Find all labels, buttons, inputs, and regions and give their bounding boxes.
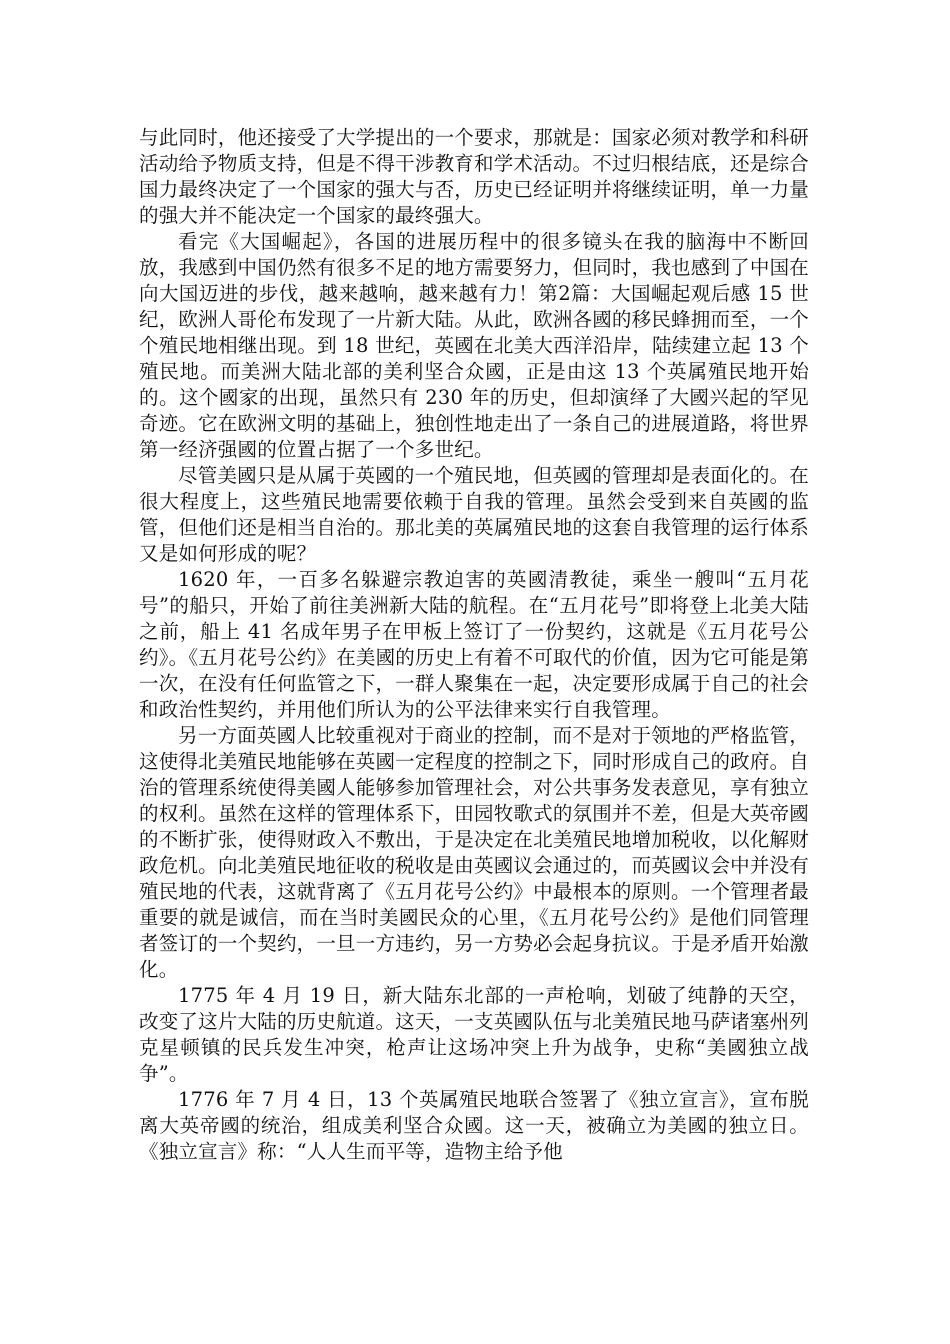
paragraph-4: 1620 年，一百多名躲避宗教迫害的英國清教徒，乘坐一艘叫“五月花号”的船只，开始了前往美洲新大陆的航程。在“五月花号”即将登上北美大陆之前，船上 41 名成年男子在甲板上签订了一份契约，这就是《五月花号公约》。《五月花号公约》在美國的历史上有着不可取代的价值，因为它可能是第一次，在没有任何监管之下，一群人聚集在一起，决定要形成属于自己的社会和政治性契约，并用他们所认为的公平法律来实行自我管理。 [139, 568, 810, 721]
paragraph-2: 看完《大国崛起》，各国的进展历程中的很多镜头在我的脑海中不断回放，我感到中国仍然有很多不足的地方需要努力，但同时，我也感到了中国在向大国迈进的步伐，越来越响，越来越有力！第2篇：大国崛起观后感 15 世纪，欧洲人哥伦布发现了一片新大陆。从此，欧洲各國的移民蜂拥而至，一个个殖民地相继出现。到 18 世纪，英國在北美大西洋沿岸，陆续建立起 13 个殖民地。而美洲大陆北部的美利坚合众國，正是由这 13 个英属殖民地开始的。这个國家的出现，虽然只有 230 年的历史，但却演绎了大國兴起的罕见奇迹。它在欧洲文明的基础上，独创性地走出了一条自己的进展道路，将世界第一经济强國的位置占据了一个多世纪。 [139, 230, 809, 461]
paragraph-6: 1775 年 4 月 19 日，新大陆东北部的一声枪响，划破了纯静的天空，改变了这片大陆的历史航道。这天，一支英國队伍与北美殖民地马萨诸塞州列克星顿镇的民兵发生冲突，枪声让这场冲突上升为战争，史称“美國独立战争”。 [139, 984, 809, 1085]
paragraph-1: 与此同时，他还接受了大学提出的一个要求，那就是：国家必须对教学和科研活动给予物质支持，但是不得干涉教育和学术活动。不过归根结底，还是综合国力最终决定了一个国家的强大与否，历史已经证明并将继续证明，单一力量的强大并不能决定一个国家的最终强大。 [139, 126, 809, 227]
paragraph-5: 另一方面英國人比较重视对于商业的控制，而不是对于领地的严格监管，这使得北美殖民地能够在英國一定程度的控制之下，同时形成自己的政府。自治的管理系统使得美國人能够参加管理社会，对公共事务发表意见，享有独立的权利。虽然在这样的管理体系下，田园牧歌式的氛围并不差，但是大英帝國的不断扩张，使得财政入不敷出，于是决定在北美殖民地增加税收，以化解财政危机。向北美殖民地征收的税收是由英國议会通过的，而英國议会中并没有殖民地的代表，这就背离了《五月花号公约》中最根本的原则。一个管理者最重要的就是诚信，而在当时美國民众的心里，《五月花号公约》是他们同管理者签订的一个契约，一旦一方违约，另一方势必会起身抗议。于是矛盾开始激化。 [139, 724, 809, 981]
document-body [139, 125, 809, 1165]
paragraph-3: 尽管美國只是从属于英國的一个殖民地，但英國的管理却是表面化的。在很大程度上，这些殖民地需要依赖于自我的管理。虽然会受到来自英國的监管，但他们还是相当自治的。那北美的英属殖民地的这套自我管理的运行体系又是如何形成的呢？ [139, 464, 809, 565]
paragraph-7: 1776 年 7 月 4 日，13 个英属殖民地联合签署了《独立宣言》，宣布脱离大英帝國的统治，组成美利坚合众國。这一天，被确立为美國的独立日。《独立宣言》称：“人人生而平等，造物主给予他 [139, 1088, 809, 1163]
